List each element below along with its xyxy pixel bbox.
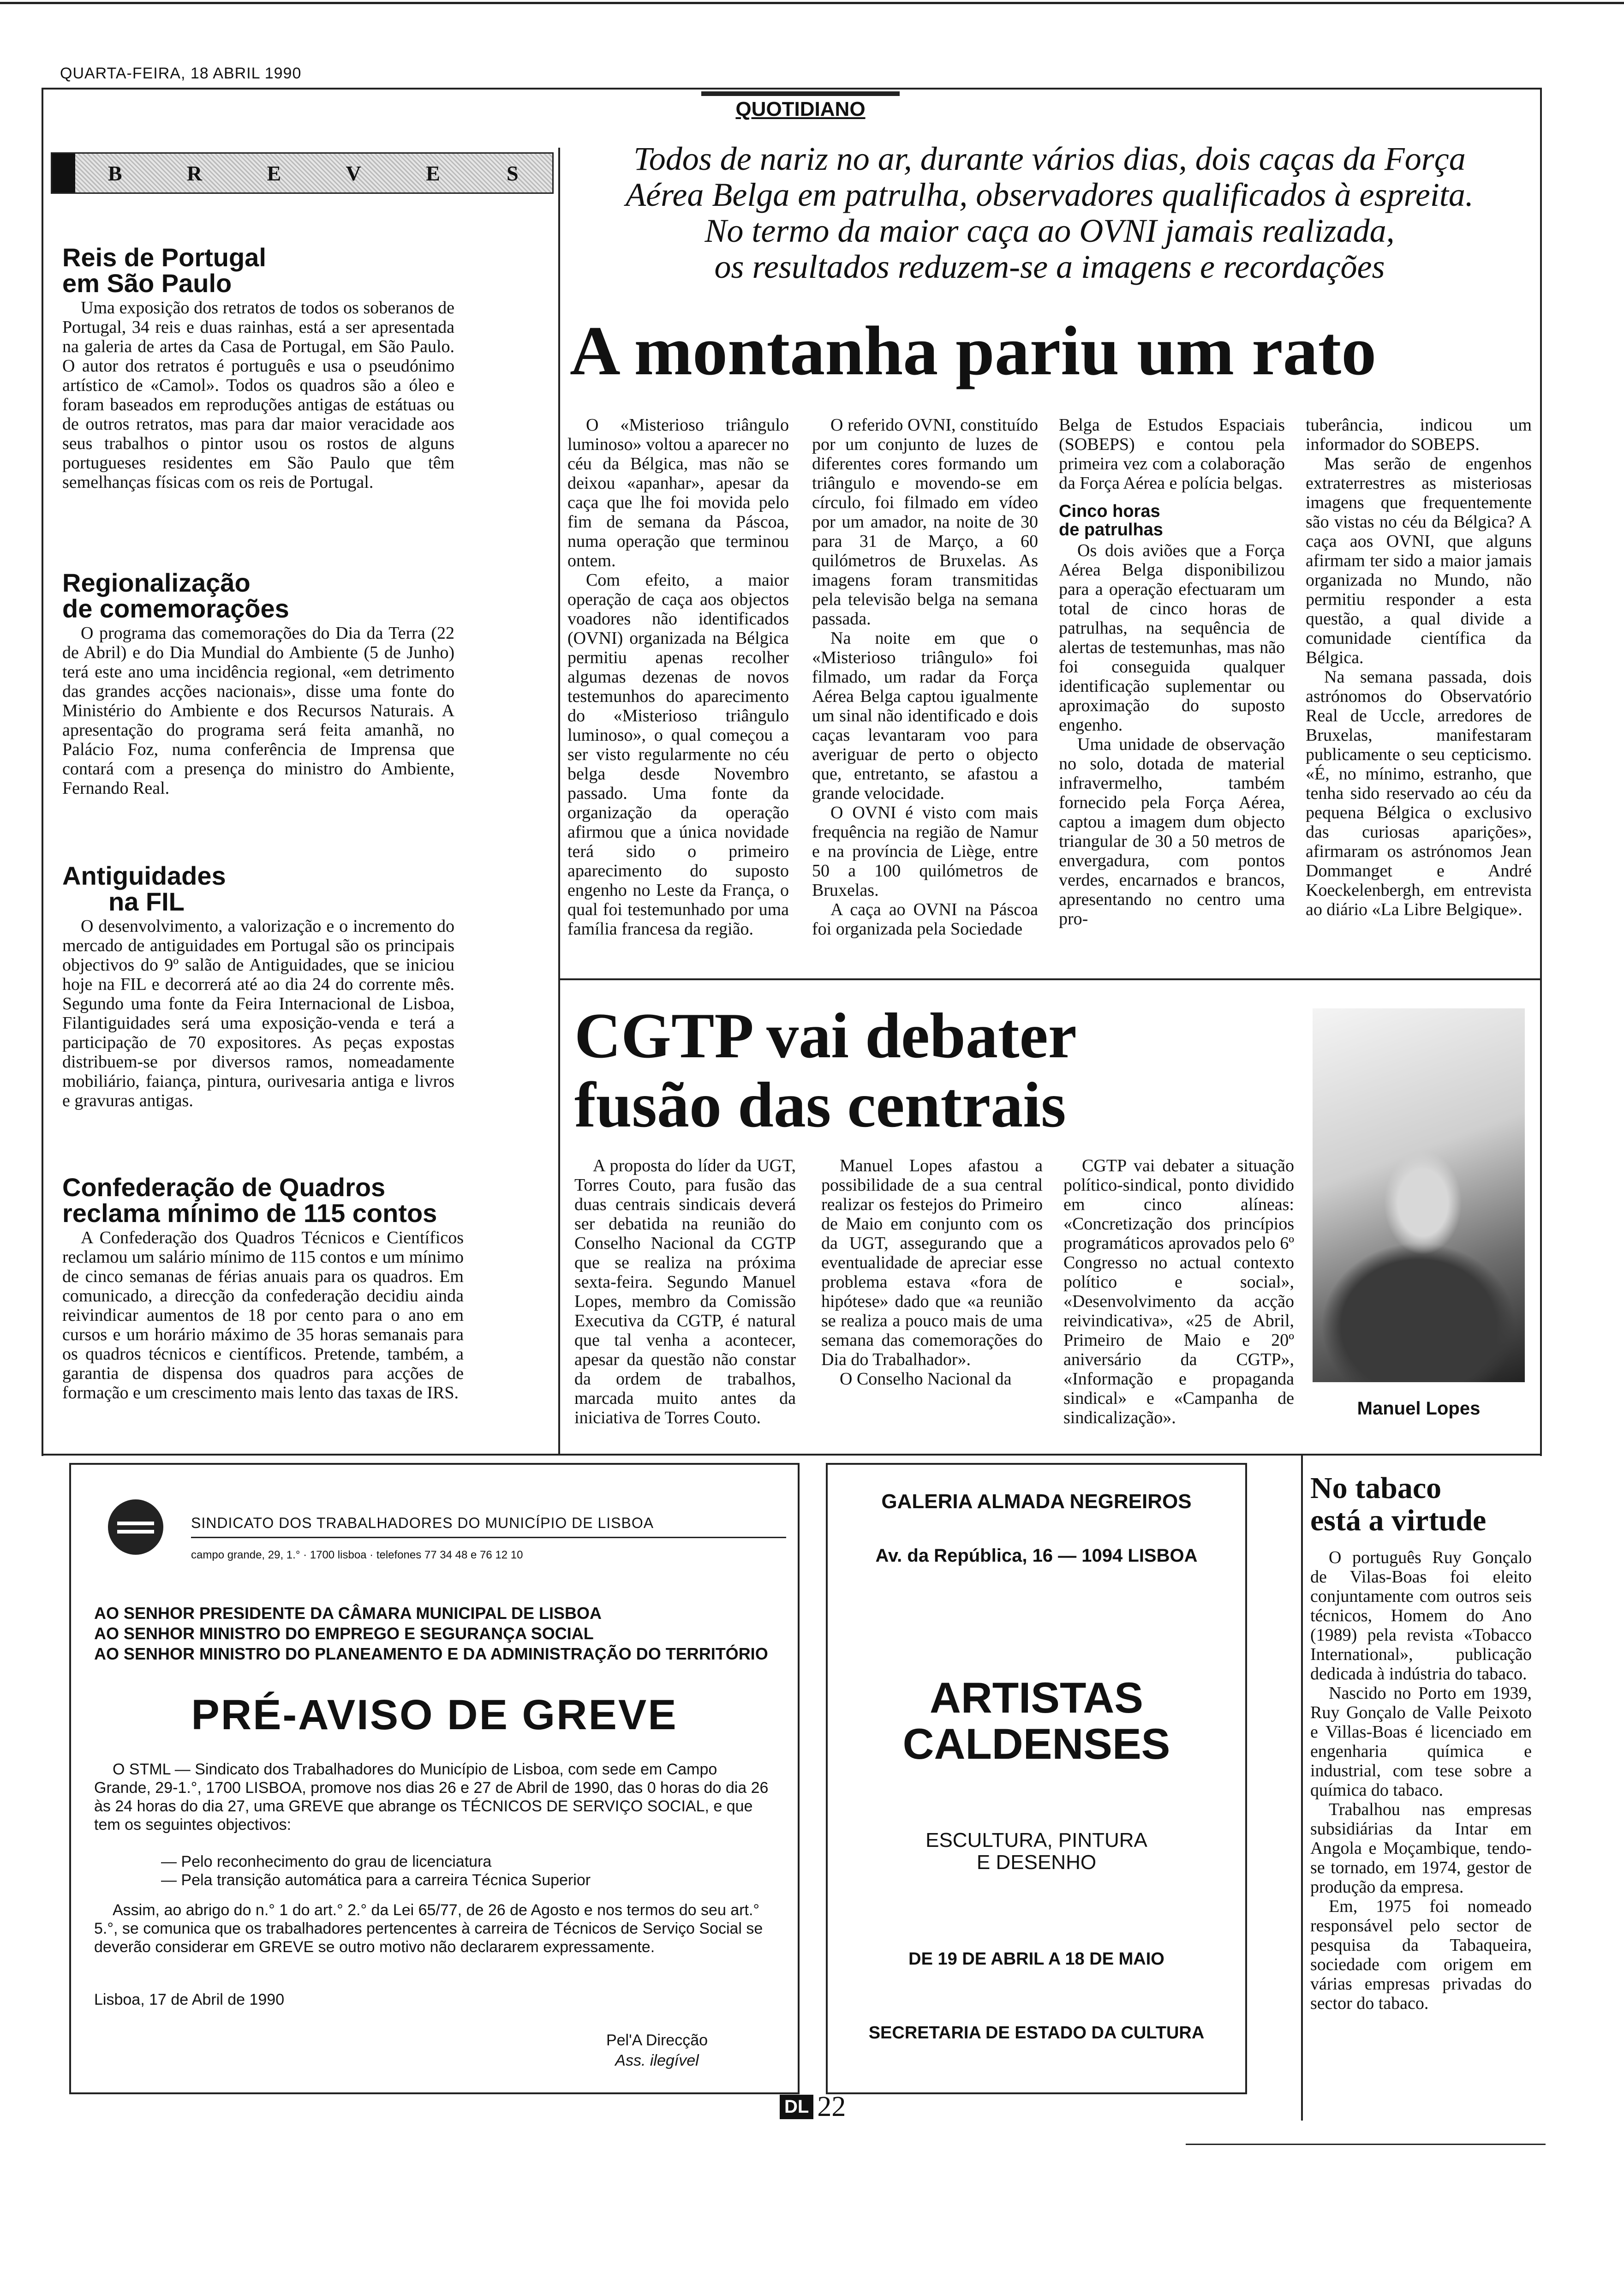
breves-letter: E [267,161,281,185]
frame-left [42,88,43,1456]
breve-item [62,570,454,798]
breve-title: Reis de Portugal em São Paulo [62,243,266,298]
ovni-subheading: Cinco horas de patrulhas [1059,502,1163,539]
addressees: AO SENHOR PRESIDENTE DA CÂMARA MUNICIPAL DE LISBOA AO SENHOR MINISTRO DO EMPREGO E SEGURANÇA SOCIAL AO SENHOR MINISTRO DO PLANEAMENTO E DA ADMINISTRAÇÃO DO TERRITÓRIO [94,1604,768,1663]
ovni-col-4: tuberância, indicou um informador do SOBEPS. Mas serão de engenhos extraterrestres as misteriosas imagens que frequentemente são vistas no céu da Bélgica? A caça aos OVNI, que alguns afirmam ter sido a maior jamais organizada no Mundo, não permitiu responder a esta questão, a qual divide a comunidade científica da Bélgica. Na semana passada, dois astrónomos do Observatório Real de Uccle, arredores de Bruxelas, manifestaram publicamente o seu cepticismo. «É, no mínimo, estranho, que tenha sido reservado ao céu da pequena Bélgica o exclusivo das curiosas aparições», afirmaram os astrónomos Jean Dommanget e André Koeckelenbergh, em entrevista ao diário «La Libre Belgique». [1306,415,1532,919]
ovni-kicker: Todos de nariz no ar, durante vários dias, dois caças da Força Aérea Belga em patrulha, observadores qualificados à espreita. No termo da maior caça ao OVNI jamais realizada, os resultados reduzem-se a imagens e recordações [626,140,1474,285]
photo-caption: Manuel Lopes [1357,1398,1481,1419]
page-number: 22 [817,2091,846,2122]
exhibition-title: ARTISTAS CALDENSES [902,1673,1170,1768]
footer-rule [1186,2144,1546,2145]
page-footer [780,2091,872,2123]
manuel-lopes-photo [1313,1008,1525,1382]
ovni-col-1: O «Misterioso triângulo luminoso» voltou a aparecer no céu da Bélgica, mas não se deixou «apanhar», apesar da caça que lhe foi movida pelo fim de semana da Páscoa, numa operação que terminou ontem. Com efeito, a maior operação de caça aos objectos voadores não identificados (OVNI) organizada na Bélgica permitiu apenas recolher algumas dezenas de novos testemunhos do aparecimento do «Misterioso triângulo luminoso», o qual começou a ser visto regularmente no céu belga desde Novembro passado. Uma fonte da organização da operação afirmou que a única novidade terá sido o primeiro aparecimento do suposto engenho no Leste da França, o qual foi testemunhado por uma família francesa da região. [567,415,789,939]
breve-item [62,1174,464,1402]
breve-title: Confederação de Quadros reclama mínimo de 115 contos [62,1173,437,1228]
exhibition-subtitle: ESCULTURA, PINTURA E DESENHO [925,1829,1147,1874]
exhibition-dates: DE 19 DE ABRIL A 18 DE MAIO [908,1949,1164,1969]
tabaco-title: No tabaco está a virtude [1310,1471,1487,1537]
breve-text: O programa das comemorações do Dia da Terra (22 de Abril) e do Dia Mundial do Ambiente (5 de Junho) terá este ano uma incidência regional, «em detrimento das grandes acções nacionais», disse uma fonte do Ministério do Ambiente e dos Recursos Naturais. A apresentação do programa será feita amanhã, no Palácio Foz, numa conferência de Imprensa que contará com a presença do ministro do Ambiente, Fernando Real. [62,623,454,798]
breve-item [62,245,454,492]
tabaco-text: O português Ruy Gonçalo de Vilas-Boas foi eleito conjuntamente com outros seis técnicos, Homem do Ano (1989) pela revista «Tobacco International», publicação dedicada à indústria do tabaco. Nascido no Porto em 1939, Ruy Gonçalo de Valle Peixoto e Villas-Boas é licenciado em engenharia química e industrial, com tese sobre a química do tabaco. Trabalhou nas empresas subsidiárias da Intar em Angola e Moçambique, tendo-se tornado, em 1974, gestor de produção da empresa. Em, 1975 foi nomeado responsável pelo sector de pesquisa da Tabaqueira, sociedade com origem em várias empresas privadas do sector do tabaco. [1310,1548,1532,2013]
breves-column [51,152,554,194]
strike-objectives: — Pelo reconhecimento do grau de licenciatura — Pela transição automática para a carreira Técnica Superior [161,1853,591,1889]
galeria-ad [826,1463,1247,2094]
cgtp-col-1: A proposta do líder da UGT, Torres Couto, para fusão das duas centrais sindicais deverá ser debatida na reunião do Conselho Nacional da CGTP que se realiza na próxima sexta-feira. Segundo Manuel Lopes, membro da Comissão Executiva da CGTP, é natural que tal venha a acontecer, apesar da questão não constar da ordem de trabalhos, marcada muito antes da iniciativa de Torres Couto. [574,1156,796,1427]
breves-letter: B [107,161,122,185]
top-border [0,2,1624,4]
ovni-col-2: O referido OVNI, constituído por um conjunto de luzes de diferentes cores formando um triângulo e movendo-se em círculo, foi filmado em vídeo por um amador, na noite de 30 para 31 de Março, a 60 quilómetros de Bruxelas. As imagens foram transmitidas pela televisão belga na semana passada. Na noite em que o «Misterioso triângulo» foi filmado, um radar da Força Aérea Belga captou igualmente um sinal não identificado e dois caças levantaram voo para averiguar de perto o objecto que, entretanto, se afastou a grande velocidade. O OVNI é visto com mais frequência na região de Namur e na província de Liège, entre 50 a 100 quilómetros de Bruxelas. A caça ao OVNI na Páscoa foi organizada pela Sociedade [812,415,1038,939]
breves-header [51,152,554,194]
newspaper-logo: DL [780,2095,813,2119]
frame-bottom [42,1454,1541,1456]
tabaco-article [1310,1472,1532,2013]
frame-right [1540,88,1542,1456]
tabaco-divider [1301,1454,1303,2121]
strike-closing: Assim, ao abrigo do n.° 1 do art.° 2.° da Lei 65/77, de 26 de Agosto e nos termos do seu art.° 5.°, se comunica que os trabalhadores pertencentes à carreira de Técnicos de Serviço Social se deverão considerar em GREVE se outro motivo não declararem expressamente. [94,1901,763,1956]
cgtp-col-2: Manuel Lopes afastou a possibilidade de a sua central realizar os festejos do Primeiro de Maio em conjunto com os da UGT, assegurando que a eventualidade de apreciar esse problema estava «fora de hipótese» dado que «a reunião se realiza a pouco mais de uma semana das comemorações do Dia do Trabalhador». O Conselho Nacional da [821,1156,1043,1389]
stml-ad [69,1463,800,2094]
cgtp-top-rule [558,978,1541,980]
gallery-name: GALERIA ALMADA NEGREIROS [881,1490,1192,1513]
strike-notice-title: PRÉ-AVISO DE GREVE [191,1691,678,1738]
breve-text: Uma exposição dos retratos de todos os soberanos de Portugal, 34 reis e duas rainhas, está a ser apresentada na galeria de artes da Casa de Portugal, em São Paulo. O autor dos retratos é português e usa o pseudónimo artístico de «Camol». Todos os quadros são a óleo e foram baseados em reproduções antigas de estátuas ou de outros retratos, mas para dar maior veracidade aos seus trabalhos o pintor usou os rostos de alguns portugueses residentes em São Paulo que têm semelhanças físicas com os reis de Portugal. [62,298,454,492]
breves-letter: V [346,161,361,185]
strike-date: Lisboa, 17 de Abril de 1990 [94,1991,285,2008]
exhibition-sponsor: SECRETARIA DE ESTADO DA CULTURA [868,2023,1205,2043]
frame-top [42,88,1541,90]
breve-text: A Confederação dos Quadros Técnicos e Científicos reclamou um salário mínimo de 115 contos e um mínimo de cinco semanas de férias anuais para os quadros. Em comunicado, a direcção da confederação decidiu ainda reivindicar aumentos de 18 por cento para o ano em cursos e um horário máximo de 35 horas semanais para os quadros técnicos e científicos. Pretende, também, a garantia de dispensa dos quadros para acções de formação e um crescimento mais lento das taxas de IRS. [62,1228,464,1402]
strike-signature: Pel'A Direcção Ass. ilegível [606,2031,708,2069]
breve-title: Antiguidades na FIL [62,861,226,916]
union-name: SINDICATO DOS TRABALHADORES DO MUNICÍPIO DE LISBOA [191,1515,654,1531]
ovni-headline: A montanha pariu um rato [570,312,1377,389]
breves-letter: E [426,161,440,185]
gallery-address: Av. da República, 16 — 1094 LISBOA [875,1546,1198,1566]
breve-text: O desenvolvimento, a valorização e o incremento do mercado de antiguidades em Portugal são os principais objectivos do 9º salão de Antiguidades, que se iniciou hoje na FIL e decorrerá até ao dia 24 do corrente mês. Segundo uma fonte da Feira Internacional de Lisboa, Filantiguidades será uma exposição-venda e terá a participação de 70 expositores. As peças expostas distribuem-se por diversos ramos, nomeadamente mobiliário, faiança, pintura, ourivesaria antiga e livros e gravuras antigas. [62,917,454,1110]
column-divider [558,148,560,1454]
cgtp-col-3: CGTP vai debater a situação político-sindical, ponto dividido em cinco alíneas: «Concretização dos princípios programáticos aprovados pelo 6º Congresso no actual contexto político e social», «Desenvolvimento da acção reivindicativa», «25 de Abril, Primeiro de Maio e 20º aniversário da CGTP», «Informação e propaganda sindical» e «Campanha de sindicalização». [1063,1156,1294,1427]
union-address: campo grande, 29, 1.° · 1700 lisboa · telefones 77 34 48 e 76 12 10 [191,1549,523,1561]
breves-letter: S [507,161,519,185]
section-bar [701,91,900,96]
breve-title: Regionalização de comemorações [62,568,289,623]
date-line: QUARTA-FEIRA, 18 ABRIL 1990 [60,65,302,82]
breves-black-block [52,154,75,192]
breves-letter: R [186,161,203,185]
breve-item [62,863,454,1110]
strike-body: O STML — Sindicato dos Trabalhadores do Município de Lisboa, com sede em Campo Grande, 29-1.°, 1700 LISBOA, promove nos dias 26 e 27 de Abril de 1990, das 0 horas do dia 26 às 24 horas do dia 27, uma GREVE que abrange os TÉCNICOS DE SERVIÇO SOCIAL, e que tem os seguintes objectivos: [94,1761,769,1834]
stml-logo-icon [108,1499,163,1555]
cgtp-headline: CGTP vai debater fusão das centrais [574,1000,1077,1141]
ovni-col-3: Belga de Estudos Espaciais (SOBEPS) e contou pela primeira vez com a colaboração da Força Aérea e polícia belgas. Cinco horas de patrulhas Os dois aviões que a Força Aérea Belga disponibilizou para a operação efectuaram um total de cinco horas de patrulhas, na sequência de alertas de testemunhas, mas não foi conseguida qualquer identificação suplementar ou aproximação do suposto engenho. Uma unidade de observação no solo, dotada de material infravermelho, também fornecido pela Força Aérea, captou a imagem dum objecto triangular de 30 a 50 metros de envergadura, com pontos verdes, encarnados e brancos, apresentando no centro uma pro- [1059,415,1285,929]
section-title: QUOTIDIANO [735,98,866,120]
